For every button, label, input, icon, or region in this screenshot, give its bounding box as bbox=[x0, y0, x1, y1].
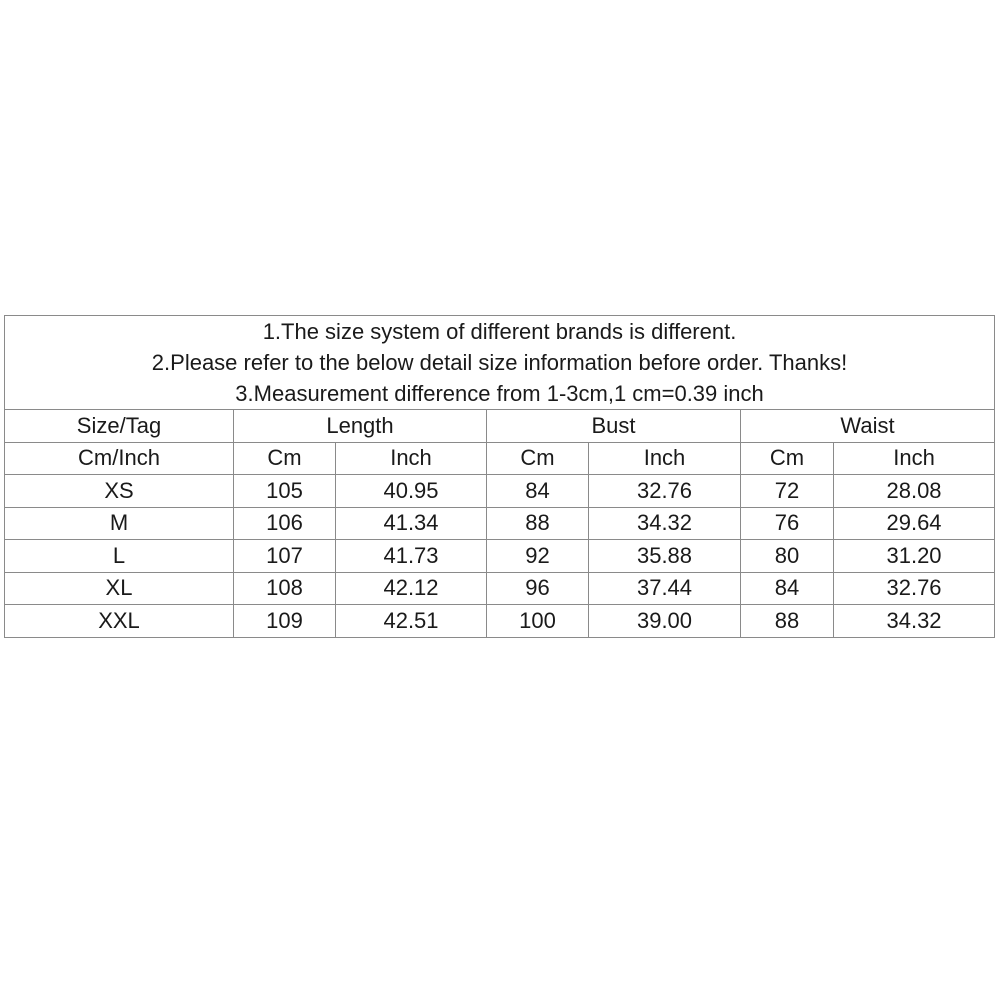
length-inch-cell: 42.12 bbox=[336, 572, 487, 605]
length-cm-cell: 106 bbox=[234, 507, 336, 540]
waist-cm-cell: 88 bbox=[741, 605, 834, 638]
bust-cm-cell: 84 bbox=[487, 475, 589, 508]
waist-cm-cell: 72 bbox=[741, 475, 834, 508]
bust-cm-cell: 96 bbox=[487, 572, 589, 605]
size-cell: XL bbox=[5, 572, 234, 605]
length-cm-cell: 108 bbox=[234, 572, 336, 605]
unit-length-inch: Inch bbox=[336, 442, 487, 475]
waist-cm-cell: 84 bbox=[741, 572, 834, 605]
header-waist: Waist bbox=[741, 410, 995, 443]
length-inch-cell: 41.34 bbox=[336, 507, 487, 540]
waist-inch-cell: 31.20 bbox=[834, 540, 995, 573]
table-row bbox=[5, 475, 995, 508]
waist-cm-cell: 80 bbox=[741, 540, 834, 573]
note-line-1: 1.The size system of different brands is different. bbox=[262, 319, 737, 344]
length-inch-cell: 42.51 bbox=[336, 605, 487, 638]
length-cm-cell: 105 bbox=[234, 475, 336, 508]
waist-inch-cell: 32.76 bbox=[834, 572, 995, 605]
header-size-tag: Size/Tag bbox=[5, 410, 234, 443]
unit-bust-inch: Inch bbox=[589, 442, 741, 475]
length-cm-cell: 107 bbox=[234, 540, 336, 573]
bust-inch-cell: 37.44 bbox=[589, 572, 741, 605]
table-row bbox=[5, 572, 995, 605]
waist-cm-cell: 76 bbox=[741, 507, 834, 540]
header-row bbox=[5, 410, 995, 443]
unit-bust-cm: Cm bbox=[487, 442, 589, 475]
units-row bbox=[5, 442, 995, 475]
size-cell: XXL bbox=[5, 605, 234, 638]
bust-inch-cell: 32.76 bbox=[589, 475, 741, 508]
note-line-3: 3.Measurement difference from 1-3cm,1 cm=0.39 inch bbox=[235, 381, 764, 406]
length-cm-cell: 109 bbox=[234, 605, 336, 638]
notes-row bbox=[5, 316, 995, 410]
length-inch-cell: 41.73 bbox=[336, 540, 487, 573]
unit-waist-cm: Cm bbox=[741, 442, 834, 475]
units-label: Cm/Inch bbox=[5, 442, 234, 475]
header-bust: Bust bbox=[487, 410, 741, 443]
table-row bbox=[5, 507, 995, 540]
bust-cm-cell: 88 bbox=[487, 507, 589, 540]
note-line-2: 2.Please refer to the below detail size information before order. Thanks! bbox=[151, 350, 848, 375]
size-cell: XS bbox=[5, 475, 234, 508]
length-inch-cell: 40.95 bbox=[336, 475, 487, 508]
unit-waist-inch: Inch bbox=[834, 442, 995, 475]
waist-inch-cell: 29.64 bbox=[834, 507, 995, 540]
size-cell: M bbox=[5, 507, 234, 540]
size-chart-table bbox=[4, 315, 995, 638]
bust-inch-cell: 39.00 bbox=[589, 605, 741, 638]
bust-cm-cell: 100 bbox=[487, 605, 589, 638]
size-cell: L bbox=[5, 540, 234, 573]
notes-cell bbox=[5, 316, 995, 410]
waist-inch-cell: 34.32 bbox=[834, 605, 995, 638]
waist-inch-cell: 28.08 bbox=[834, 475, 995, 508]
header-length: Length bbox=[234, 410, 487, 443]
table-row bbox=[5, 540, 995, 573]
bust-cm-cell: 92 bbox=[487, 540, 589, 573]
unit-length-cm: Cm bbox=[234, 442, 336, 475]
bust-inch-cell: 35.88 bbox=[589, 540, 741, 573]
bust-inch-cell: 34.32 bbox=[589, 507, 741, 540]
table-row bbox=[5, 605, 995, 638]
